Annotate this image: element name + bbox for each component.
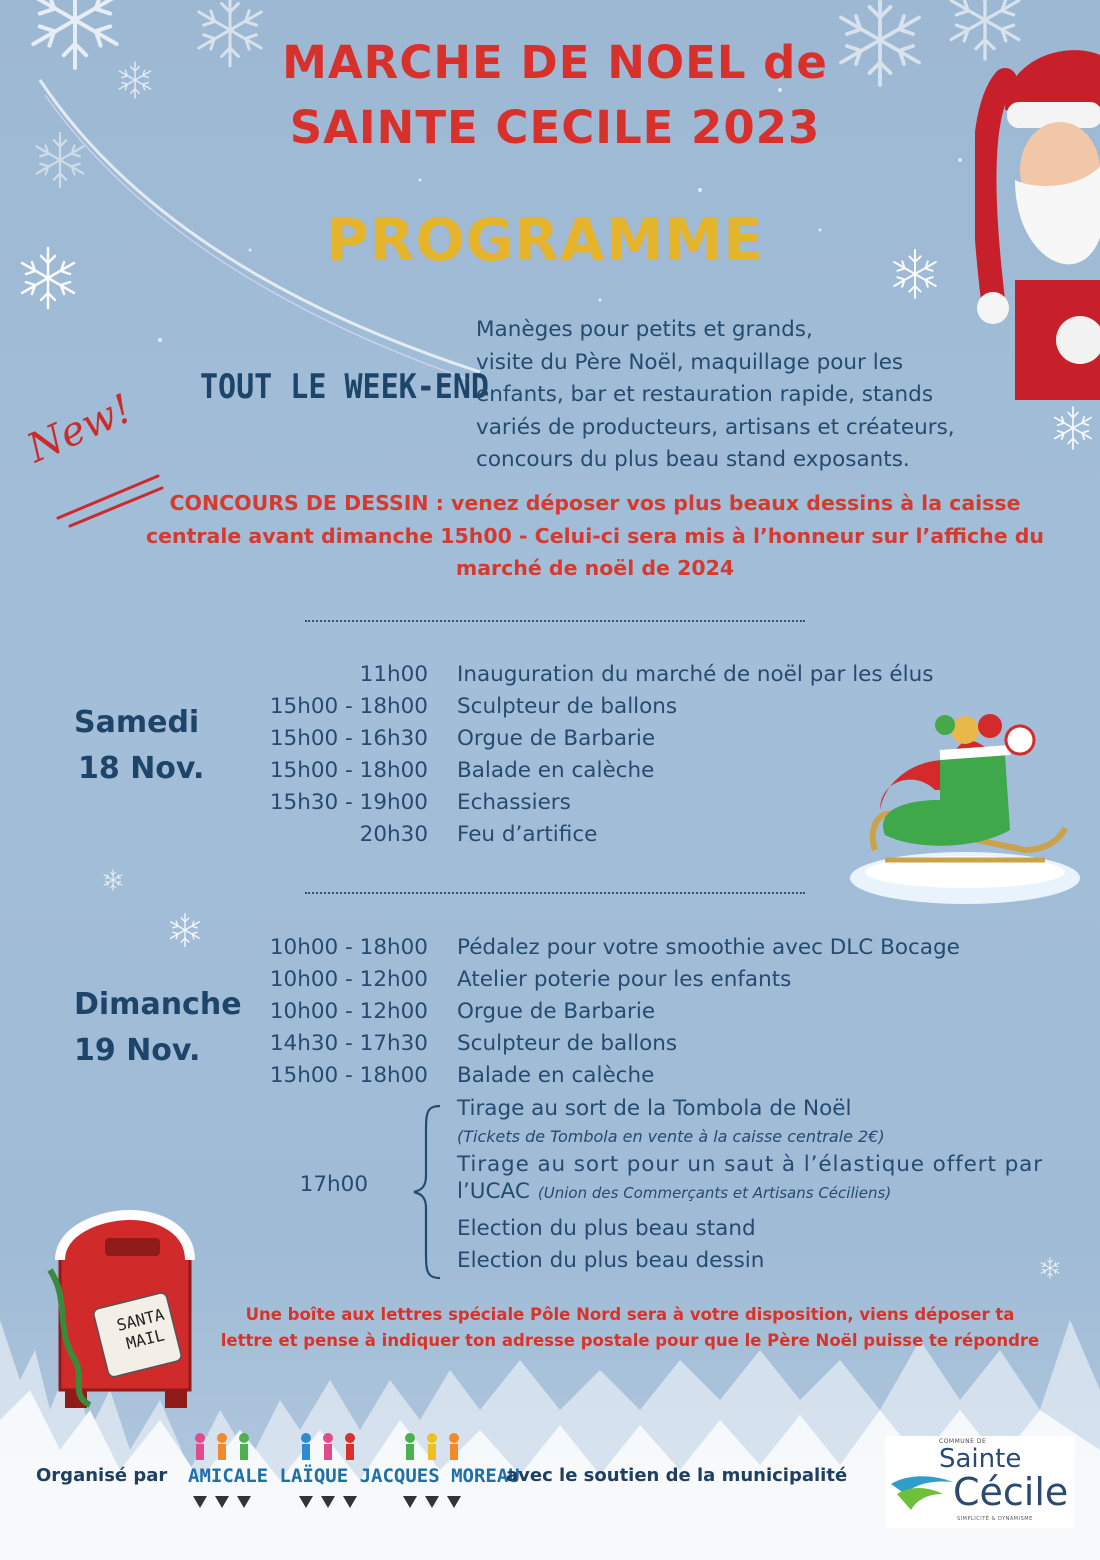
ucac-note: (Union des Commerçants et Artisans Céciliens) (537, 1184, 892, 1202)
sunday-label (74, 982, 242, 1074)
sainte-cecile-logo (885, 1436, 1075, 1528)
event-time: 10h00 - 12h00 (269, 999, 428, 1024)
divider-2 (305, 892, 805, 894)
event-time: 14h30 - 17h30 (269, 1031, 428, 1056)
sunday-date: 19 Nov. (74, 1033, 201, 1068)
logo-swoosh-icon (887, 1464, 957, 1514)
organise-par-label: Organisé par (36, 1465, 168, 1486)
concours-dessin-notice (100, 487, 1090, 585)
event-activity: Sculpteur de ballons (457, 694, 678, 719)
logo-line-2: Cécile (953, 1470, 1069, 1514)
weekend-line: enfants, bar et restauration rapide, stands (476, 382, 934, 407)
event-time: 15h00 - 18h00 (269, 1063, 428, 1088)
support-text: avec le soutien de la municipalité (506, 1465, 848, 1486)
brace (412, 1104, 452, 1280)
saut-line-1: Tirage au sort pour un saut à l’élastique offert par (457, 1152, 1043, 1177)
event-activity: Pédalez pour votre smoothie avec DLC Bocage (457, 935, 960, 960)
tombola-item: Tirage au sort de la Tombola de Noël (457, 1096, 852, 1121)
sunday-day: Dimanche (74, 987, 242, 1022)
event-time: 20h30 (359, 822, 428, 847)
event-time: 15h00 - 16h30 (269, 726, 428, 751)
logo-small-text: COMMUNE DE (939, 1438, 987, 1445)
event-activity: Orgue de Barbarie (457, 726, 656, 751)
event-activity: Sculpteur de ballons (457, 1031, 678, 1056)
saut-line-2 (457, 1179, 1061, 1204)
saut-item (457, 1152, 1061, 1204)
event-time: 10h00 - 18h00 (269, 935, 428, 960)
weekend-description (476, 314, 1036, 477)
event-time: 15h00 - 18h00 (269, 758, 428, 783)
new-badge: New! (20, 385, 139, 473)
mailbox-note-line: lettre et pense à indiquer ton adresse postale pour que le Père Noël puisse te répondre (220, 1331, 1040, 1350)
sleigh-boot-illustration (845, 700, 1085, 910)
tombola-note: (Tickets de Tombola en vente à la caisse centrale 2€) (457, 1127, 885, 1146)
saturday-date: 18 Nov. (78, 751, 205, 786)
event-activity: Atelier poterie pour les enfants (457, 967, 792, 992)
election-stand-item: Election du plus beau stand (457, 1216, 756, 1241)
event-activity: Balade en calèche (457, 758, 655, 783)
logo-tagline: SIMPLICITÉ & DYNAMISME (957, 1516, 1033, 1522)
association-name: AMICALE LAÏQUE JACQUES MOREAU (188, 1465, 520, 1487)
weekend-label: TOUT LE WEEK-END (200, 367, 489, 408)
event-time: 11h00 (359, 662, 428, 687)
mailbox-notice (180, 1302, 1080, 1354)
title-line-1: MARCHE DE NOEL de (282, 36, 828, 89)
concours-line: centrale avant dimanche 15h00 - Celui-ci sera mis à l’honneur sur l’affiche du (145, 523, 1045, 548)
saturday-day: Samedi (74, 705, 200, 740)
event-activity: Inauguration du marché de noël par les élus (457, 662, 934, 687)
event-time: 15h00 - 18h00 (269, 694, 428, 719)
title-line-2: SAINTE CECILE 2023 (289, 101, 821, 154)
event-activity: Balade en calèche (457, 1063, 655, 1088)
group-time: 17h00 (299, 1172, 368, 1197)
concours-line: CONCOURS DE DESSIN : venez déposer vos plus beaux dessins à la caisse (169, 491, 1021, 515)
mailbox-note-line: Une boîte aux lettres spéciale Pôle Nord sera à votre disposition, viens déposer ta (245, 1305, 1015, 1324)
election-dessin-item: Election du plus beau dessin (457, 1248, 765, 1273)
weekend-line: variés de producteurs, artisans et créateurs, (476, 414, 955, 440)
weekend-line: visite du Père Noël, maquillage pour les (476, 349, 904, 375)
concours-line: marché de noël de 2024 (455, 556, 735, 580)
event-activity: Echassiers (457, 790, 571, 815)
event-time: 15h30 - 19h00 (269, 790, 428, 815)
logo-line-1: Sainte (939, 1444, 1022, 1474)
event-activity: Feu d’artifice (457, 822, 598, 847)
mailbox-sign: SANTA MAIL (114, 1304, 167, 1354)
event-activity: Orgue de Barbarie (457, 999, 656, 1024)
saut-line-2-text: l’UCAC (457, 1179, 530, 1204)
event-time: 10h00 - 12h00 (269, 967, 428, 992)
divider-1 (305, 620, 805, 622)
weekend-line: Manèges pour petits et grands, (476, 317, 813, 342)
programme-heading: PROGRAMME (326, 206, 764, 274)
weekend-line: concours du plus beau stand exposants. (476, 447, 910, 472)
